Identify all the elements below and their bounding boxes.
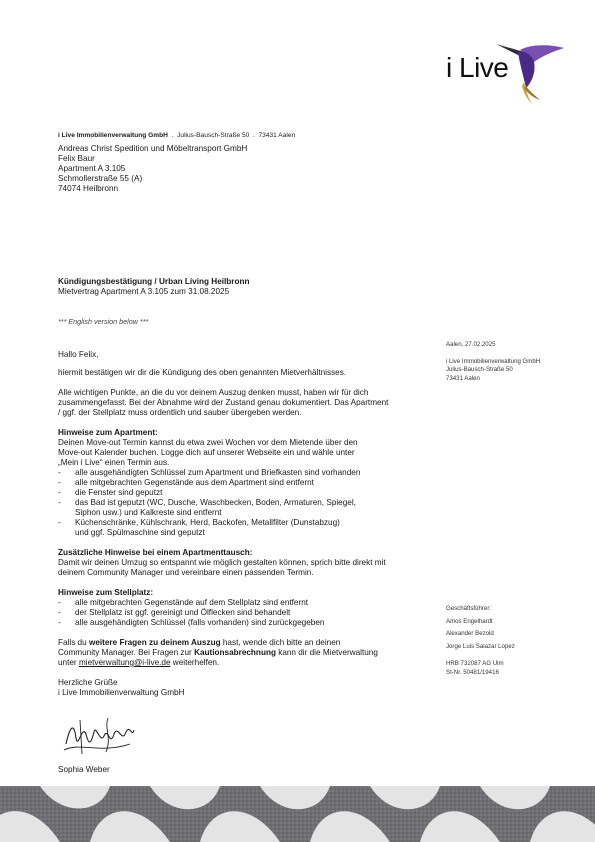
list-item: - Küchenschränke, Kühlschrank, Herd, Backofen, Metallfilter (Dunstabzug) [58,518,340,527]
sender-sep-1: . [171,132,174,139]
closing-line: Community Manager. Bei Fragen zur Kautionsabrechnung kann dir die Mietverwaltung [58,648,378,657]
subject-line: Mietvertrag Apartment A 3.105 zum 31.08.2025 [58,287,230,296]
list-item: - alle ausgehändigten Schlüssel (falls vorhanden) sind zurückgegeben [58,618,325,627]
recipient-line: Felix Baur [58,154,95,163]
recipient-address [58,144,247,194]
paragraph-line: „Mein i Live“ einen Termin aus. [58,458,170,467]
list-item: - alle ausgehändigten Schlüssel zum Apartment und Briefkasten sind vorhanden [58,468,361,477]
sidebar-info [446,341,540,383]
list-item: - alle mitgebrachten Gegenstände auf dem Stellplatz sind entfernt [58,598,309,607]
managers-label: Geschäftsführer: [446,605,492,612]
paragraph-line: / ggf. der Stellplatz muss ordentlich und sauber übergeben werden. [58,408,302,417]
recipient-line: Apartment A 3.105 [58,164,126,173]
recipient-line: Andreas Christ Spedition und Möbeltransport GmbH [58,144,248,153]
manager-name: Jorge Luis Salazar Lopez [446,642,515,650]
list-item: - alle mitgebrachten Gegenstände aus dem Apartment sind entfernt [58,478,314,487]
parking-heading: Hinweise zum Stellplatz: [58,588,154,597]
email-link[interactable]: mietverwaltung@i-live.de [78,658,171,667]
regards-company: i Live Immobilienverwaltung GmbH [58,688,185,697]
sidebar-legal [446,605,515,678]
subject-title: Kündigungsbestätigung / Urban Living Heilbronn [58,277,250,286]
letter-date: Aalen, 27.02.2025 [446,341,496,348]
recipient-line: Schmollerstraße 55 (A) [58,174,143,183]
sender-line [58,131,295,140]
sender-street: Julius-Bausch-Straße 50 [177,132,250,139]
paragraph-line: deinem Community Manager und vereinbare einen passenden Termin. [58,568,314,577]
sender-company: i Live Immobilienverwaltung GmbH [58,132,168,139]
registry-number: HRB 732087 AG Ulm [446,660,504,668]
signer-name: Sophia Weber [58,765,110,774]
signature-image [60,714,140,758]
paragraph-line: zusammengefasst. Bei der Abnahme wird der Zustand genau dokumentiert. Das Apartment [58,398,389,407]
manager-name: Alexander Bezold [446,630,494,638]
subject [58,277,250,297]
sidebar-company: i Live Immobilienverwaltung GmbH [446,357,541,365]
paragraph-line: Damit wir deinen Umzug so entspannt wie möglich gestalten können, sprich bitte direkt mit [58,558,386,567]
regards: Herzliche Grüße [58,678,118,687]
sidebar-city: 73431 Aalen [446,374,480,382]
list-item: - das Bad ist geputzt (WC, Dusche, Waschbecken, Boden, Armaturen, Spiegel, [58,498,356,507]
letter-body [58,350,428,698]
hummingbird-icon [490,38,566,106]
sidebar-street: Julius-Bausch-Straße 50 [446,366,513,374]
recipient-line: 74074 Heilbronn [58,184,119,193]
closing-line: Falls du weitere Fragen zu deinem Auszug hast, wende dich bitte an deinen [58,638,341,647]
english-note: *** English version below *** [58,317,149,326]
tax-number: St-Nr. 50481/19416 [446,668,499,676]
closing-line: unter mietverwaltung@i-live.de weiterhelfen. [58,658,220,667]
list-item: - der Stellplatz ist ggf. gereinigt und Ölflecken sind behandelt [58,608,291,617]
list-item-cont: Siphon usw.) und Kalkreste sind entfernt [75,508,222,517]
paragraph: hiermit bestätigen wir dir die Kündigung des oben genannten Mietverhältnisses. [58,368,347,377]
list-item-cont: und ggf. Spülmaschine sind geputzt [75,528,205,537]
paragraph-line: Alle wichtigen Punkte, an die du vor deinem Auszug denken musst, haben wir für dich [58,388,369,397]
sender-sep-2: . [252,132,255,139]
apartment-heading: Hinweise zum Apartment: [58,428,158,437]
list-item: - die Fenster sind geputzt [58,488,163,497]
manager-name: Amos Engelhardt [446,617,493,625]
paragraph-line: Move-out Kalender buchen. Logge dich auf unserer Webseite ein und wähle unter [58,448,355,457]
greeting: Hallo Felix, [58,350,99,359]
footer-pattern [0,786,595,842]
brand-wordmark: i Live [446,52,509,83]
sender-city: 73431 Aalen [258,132,296,139]
paragraph-line: Deinen Move-out Termin kannst du etwa zwei Wochen vor dem Mietende über den [58,438,358,447]
exchange-heading: Zusätzliche Hinweise bei einem Apartmenttausch: [58,548,253,557]
